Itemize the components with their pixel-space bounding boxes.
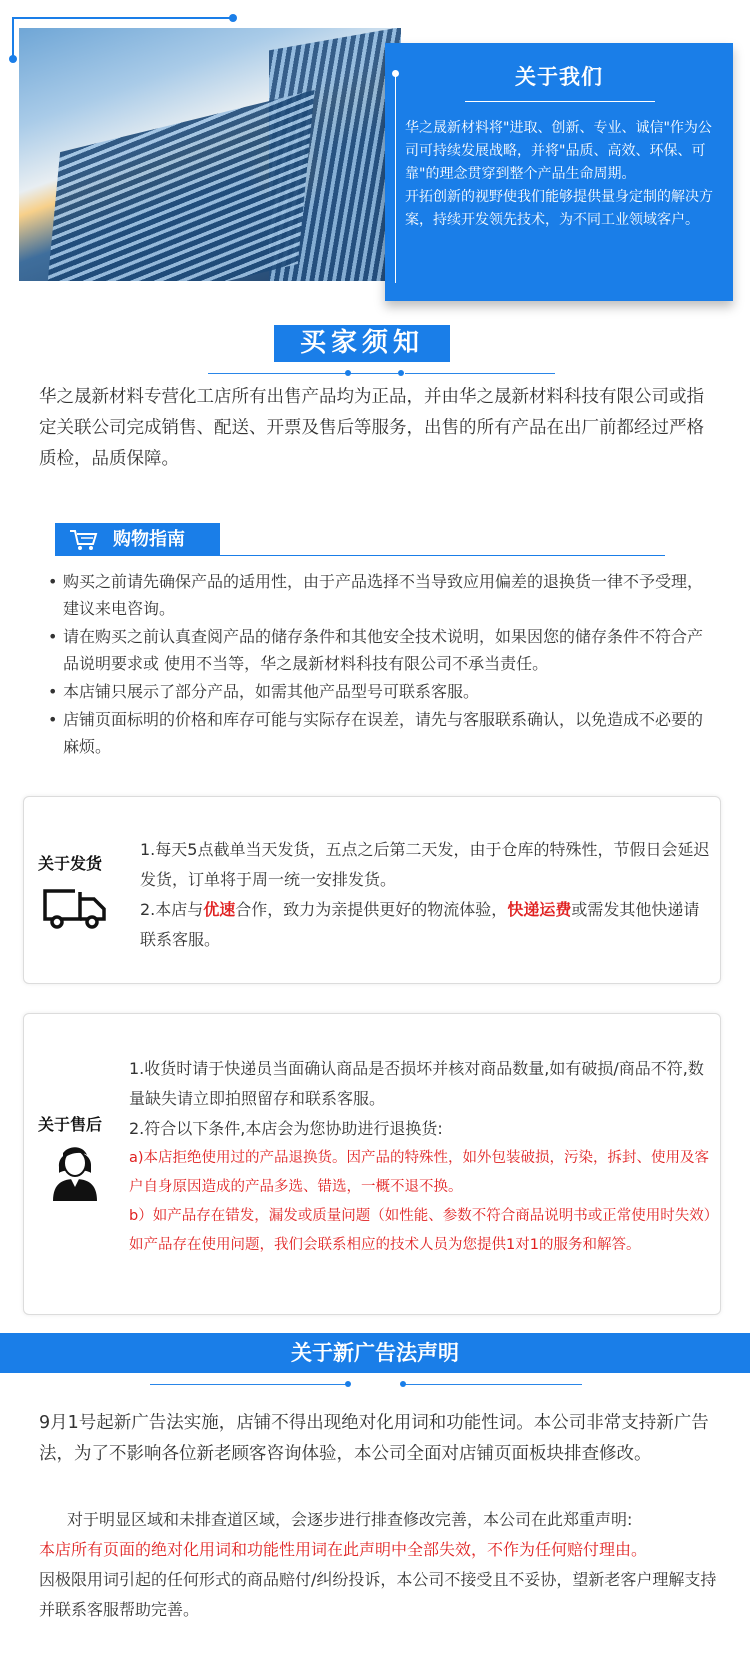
list-item xyxy=(45,678,715,705)
bullet: • xyxy=(48,572,58,591)
customer-service-icon xyxy=(51,1139,99,1201)
buyer-notice-text: 华之晟新材料专营化工店所有出售产品均为正品，并由华之晟新材料科技有限公司或指定关联公司完成销售、配送、开票及售后等服务，出售的所有产品在出厂前都经过严格质检，品质保障。 xyxy=(39,387,704,469)
about-us-card xyxy=(385,43,733,301)
after-sales-line-1: 1.收货时请于快递员当面确认商品是否损坏并核对商品数量,如有破损/商品不符,数量缺失请立即拍照留存和联系客服。 xyxy=(129,1059,704,1108)
list-item-text: 请在购买之前认真查阅产品的储存条件和其他安全技术说明，如果因您的储存条件不符合产品说明要求或 使用不当等，华之晟新材料科技有限公司不承当责任。 xyxy=(63,627,704,673)
shipping-text-span: 或需发其他快递请联系客服。 xyxy=(140,900,700,949)
after-sales-text xyxy=(129,1054,714,1260)
ad-law-statement xyxy=(39,1505,719,1625)
divider-line xyxy=(55,555,665,556)
shipping-text-span: 合作，致力为亲提供更好的物流体验， xyxy=(235,900,508,919)
ad-law-paragraph-2: 对于明显区域和未排查道区域，会逐步进行排查修改完善，本公司在此郑重声明: xyxy=(67,1510,633,1529)
shipping-line-2 xyxy=(140,895,710,955)
truck-icon xyxy=(42,887,108,929)
ad-law-paragraph-4: 因极限用词引起的任何形式的商品赔付/纠纷投诉，本公司不接受且不妥协，望新老客户理解支持并联系客服帮助完善。 xyxy=(39,1570,717,1619)
shipping-label: 关于发货 xyxy=(38,854,103,873)
about-us-text xyxy=(405,117,723,232)
list-item-text: 本店铺只展示了部分产品，如需其他产品型号可联系客服。 xyxy=(63,682,480,701)
shipping-text-span: 2.本店与 xyxy=(140,900,204,919)
divider-line xyxy=(405,373,555,374)
after-sales-line-2: 2.符合以下条件,本店会为您协助进行退换货: xyxy=(129,1119,443,1138)
bullet: • xyxy=(48,682,58,701)
shopping-guide-tab xyxy=(55,523,220,556)
title-underline xyxy=(465,101,655,102)
after-sales-condition-b: b）如产品存在错发，漏发或质量问题（如性能、参数不符合商品说明书或正常使用时失效）如产品存在使用问题，我们会联系相应的技术人员为您提供1对1的服务和解答。 xyxy=(129,1208,711,1253)
corner-decoration-dot xyxy=(9,55,17,63)
bullet: • xyxy=(48,710,58,729)
corner-decoration-dot xyxy=(229,14,237,22)
about-us-paragraph: 华之晟新材料将"进取、创新、专业、诚信"作为公司可持续发展战略，并将"品质、高效、环保、可靠"的理念贯穿到整个产品生命周期。 xyxy=(405,120,712,182)
list-item xyxy=(45,706,715,760)
after-sales-condition-a: a)本店拒绝使用过的产品退换货。因产品的特殊性，如外包装破损，污染，拆封、使用及客户自身原因造成的产品多选、错选，一概不退不换。 xyxy=(129,1150,710,1195)
corner-decoration-line xyxy=(12,17,232,19)
after-sales-label: 关于售后 xyxy=(38,1115,103,1134)
shipping-info-box xyxy=(23,796,721,984)
divider-dot xyxy=(345,370,351,376)
shopping-guide-title: 购物指南 xyxy=(113,529,185,550)
about-us-paragraph: 开拓创新的视野使我们能够提供量身定制的解决方案，持续开发领先技术，为不同工业领域客户。 xyxy=(405,189,713,228)
divider-line xyxy=(208,373,398,374)
divider-dot xyxy=(345,1381,351,1387)
card-decoration-line xyxy=(395,73,396,283)
courier-name: 优速 xyxy=(203,900,236,919)
ad-law-paragraph-3: 本店所有页面的绝对化用词和功能性用词在此声明中全部失效，不作为任何赔付理由。 xyxy=(39,1540,648,1559)
shipping-fee-highlight: 快递运费 xyxy=(507,900,572,919)
buyer-notice-title: 买家须知 xyxy=(274,325,450,362)
ad-law-title: 关于新广告法声明 xyxy=(0,1333,750,1373)
shopping-guide-list xyxy=(45,568,715,761)
bullet: • xyxy=(48,627,58,646)
divider-line xyxy=(402,1384,582,1385)
building-photo xyxy=(19,28,401,281)
ad-law-paragraph-1: 9月1号起新广告法实施，店铺不得出现绝对化用词和功能性词。本公司非常支持新广告法，为了不影响各位新老顾客咨询体验，本公司全面对店铺页面板块排查修改。 xyxy=(39,1413,709,1464)
divider-line xyxy=(150,1384,348,1385)
list-item xyxy=(45,568,715,622)
list-item-text: 购买之前请先确保产品的适用性，由于产品选择不当导致应用偏差的退换货一律不予受理，建议来电咨询。 xyxy=(63,572,704,618)
corner-decoration-line xyxy=(12,17,14,59)
list-item xyxy=(45,623,715,677)
divider-dot xyxy=(400,1381,406,1387)
shipping-text xyxy=(140,835,710,955)
about-us-title: 关于我们 xyxy=(515,65,603,89)
list-item-text: 店铺页面标明的价格和库存可能与实际存在误差，请先与客服联系确认，以免造成不必要的麻烦。 xyxy=(63,710,704,756)
cart-icon xyxy=(69,529,99,551)
shipping-line-1: 1.每天5点截单当天发货，五点之后第二天发，由于仓库的特殊性，节假日会延迟发货，订单将于周一统一安排发货。 xyxy=(140,840,710,889)
divider-dot xyxy=(398,370,404,376)
after-sales-box xyxy=(23,1013,721,1315)
